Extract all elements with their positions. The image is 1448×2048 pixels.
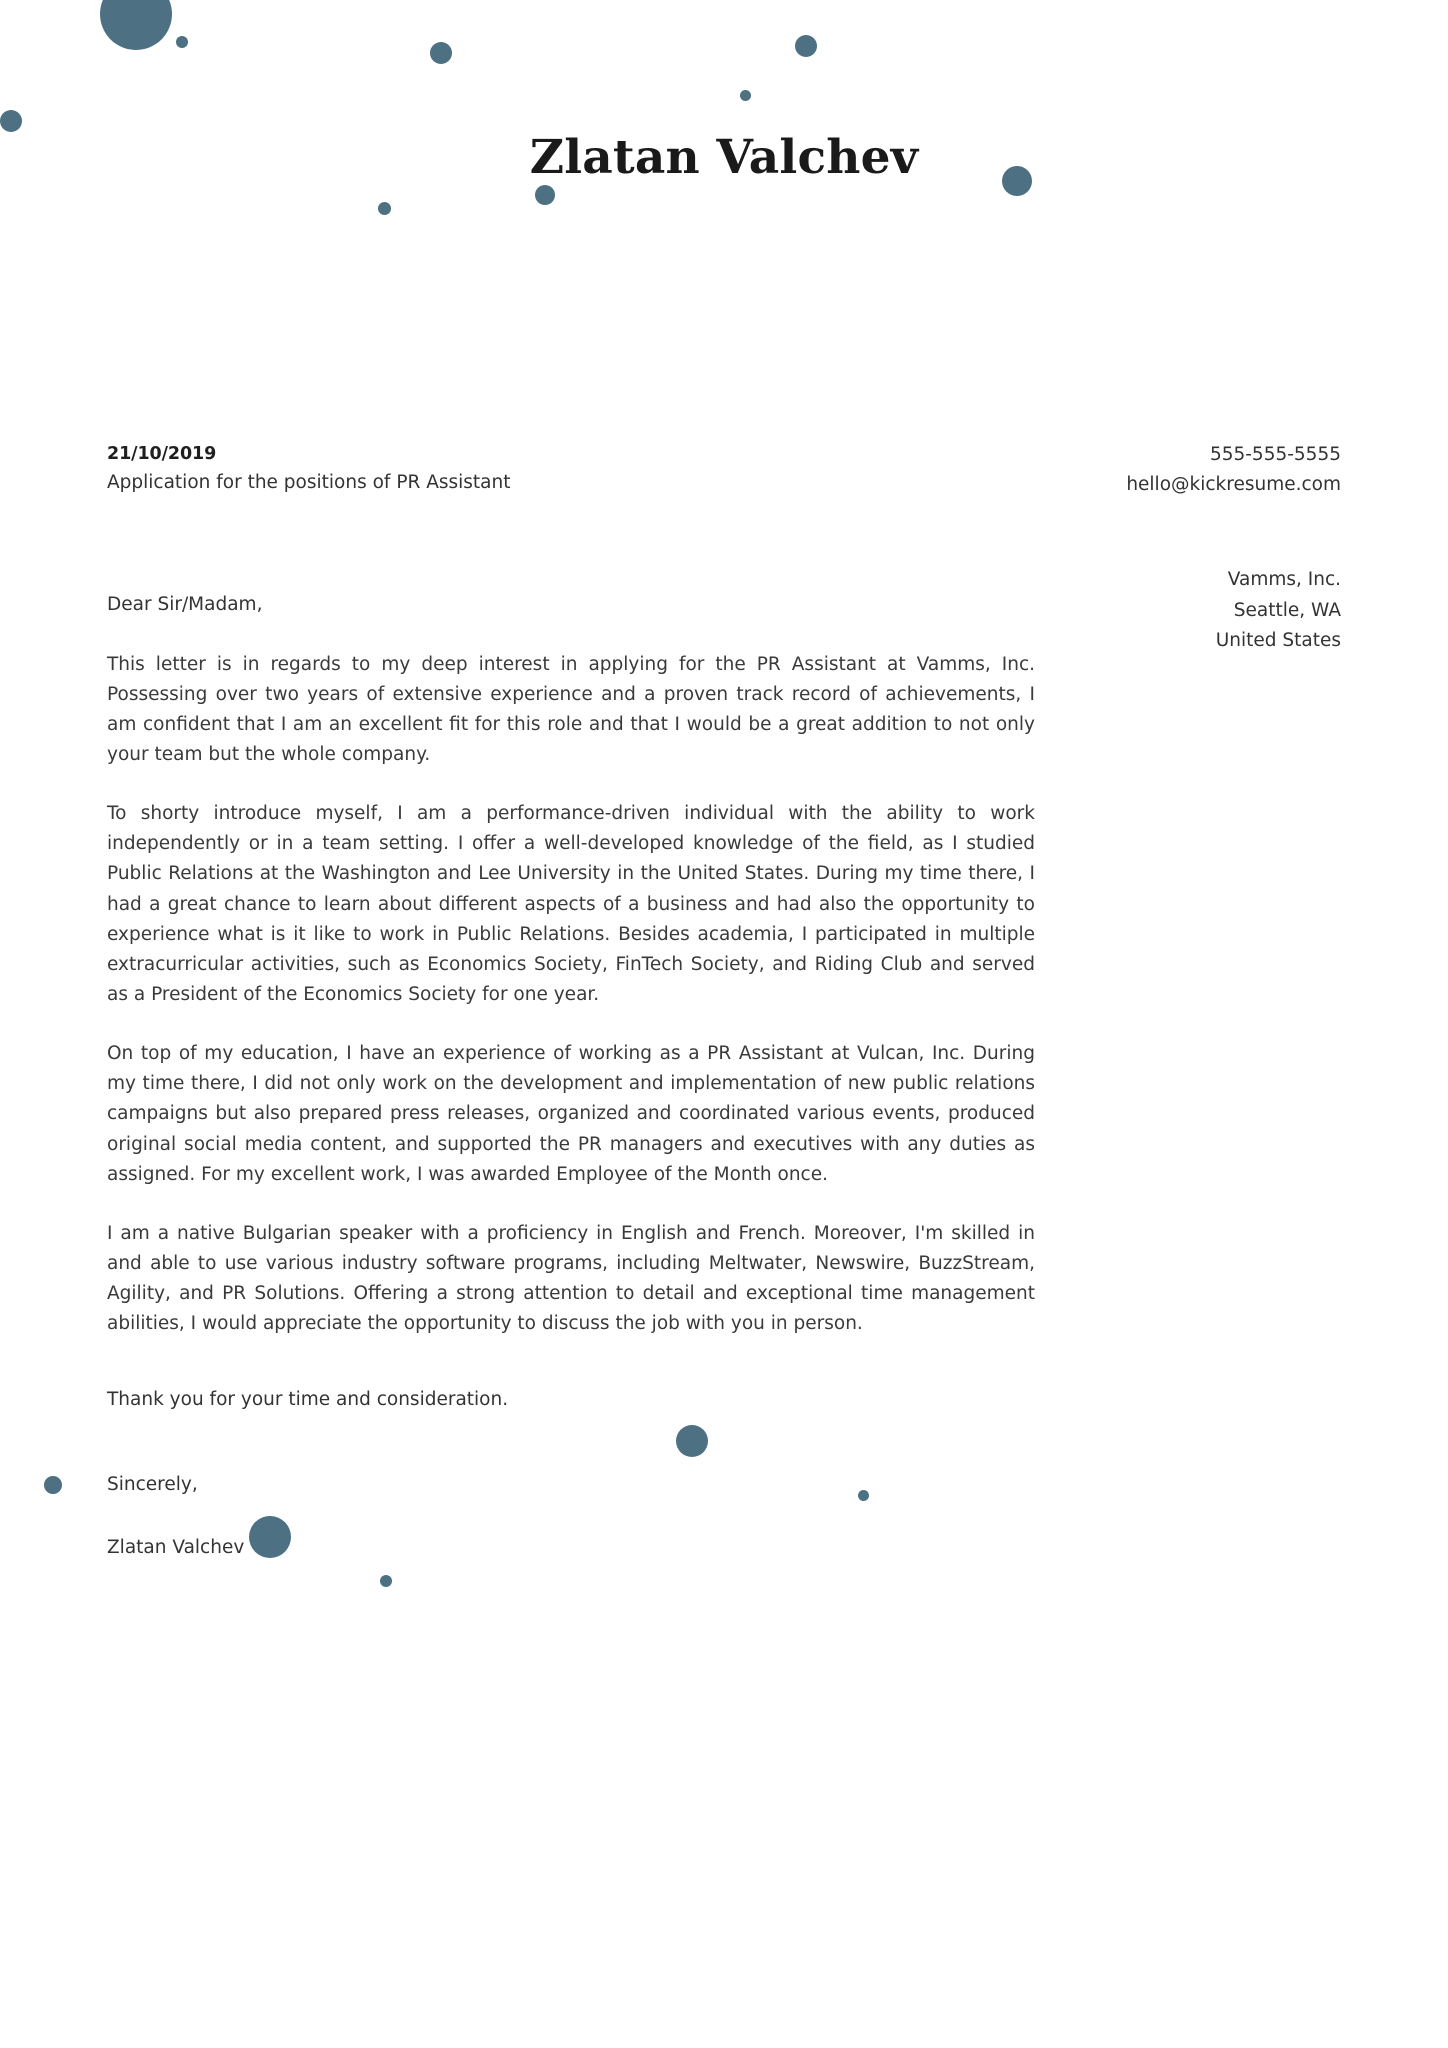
recipient-country: United States <box>1215 630 1341 652</box>
decorative-dot <box>0 110 22 132</box>
letter-body <box>107 590 1035 1562</box>
recipient-city: Seattle, WA <box>1233 599 1341 621</box>
letter-date: 21/10/2019 <box>107 444 217 464</box>
meta-left-block <box>107 440 511 498</box>
meta-contact-block <box>1126 440 1341 500</box>
recipient-company: Vamms, Inc. <box>1227 569 1341 590</box>
closing-sincerely: Sincerely, <box>107 1474 198 1495</box>
decorative-dot <box>176 36 188 48</box>
decorative-dot <box>795 35 817 57</box>
meta-row <box>107 440 1341 500</box>
contact-email: hello@kickresume.com <box>1126 473 1341 495</box>
letter-paragraph: To shorty introduce myself, I am a performance-driven individual with the ability to work independently or in a team setting. I offer a well-developed knowledge of the field, as I studied Public Relations at the Washington and Lee University in the United States. During my time there, I had a great chance to learn about different aspects of a business and had also the opportunity to experience what is it like to work in Public Relations. Besides academia, I participated in multiple extracurricular activities, such as Economics Society, FinTech Society, and Riding Club and served as a President of the Economics Society for one year. <box>107 803 1035 1005</box>
decorative-dot <box>430 42 452 64</box>
decorative-dot <box>378 202 391 215</box>
decorative-dot <box>380 1575 392 1587</box>
decorative-dot <box>535 185 555 205</box>
letter-header <box>0 132 1448 184</box>
salutation: Dear Sir/Madam, <box>107 594 263 615</box>
closing-thanks: Thank you for your time and consideration. <box>107 1389 509 1411</box>
decorative-dot <box>740 90 751 101</box>
letter-paragraph: This letter is in regards to my deep interest in applying for the PR Assistant at Vamms, Inc. Possessing over two years of extensive experience and a proven track record of achievements, I am confident that I am an excellent fit for this role and that I would be a great addition to not only your team but the whole company. <box>107 653 1035 766</box>
letter-paragraph: I am a native Bulgarian speaker with a proficiency in English and French. Moreover, I'm skilled in and able to use various industry software programs, including Meltwater, Newswire, BuzzStream, Agility, and PR Solutions. Offering a strong attention to detail and exceptional time management abilities, I would appreciate the opportunity to discuss the job with you in person. <box>107 1222 1035 1335</box>
letter-paragraph: On top of my education, I have an experience of working as a PR Assistant at Vulcan, Inc. During my time there, I did not only work on the development and implementation of new public relations campaigns but also prepared press releases, organized and coordinated various events, produced original social media content, and supported the PR managers and executives with any duties as assigned. For my excellent work, I was awarded Employee of the Month once. <box>107 1043 1035 1185</box>
letter-subject: Application for the positions of PR Assistant <box>107 472 511 494</box>
decorative-dot <box>100 0 172 50</box>
page-title: Zlatan Valchev <box>529 130 919 185</box>
contact-phone: 555-555-5555 <box>1209 444 1341 465</box>
signature-name: Zlatan Valchev <box>107 1536 245 1558</box>
decorative-dot <box>44 1476 62 1494</box>
